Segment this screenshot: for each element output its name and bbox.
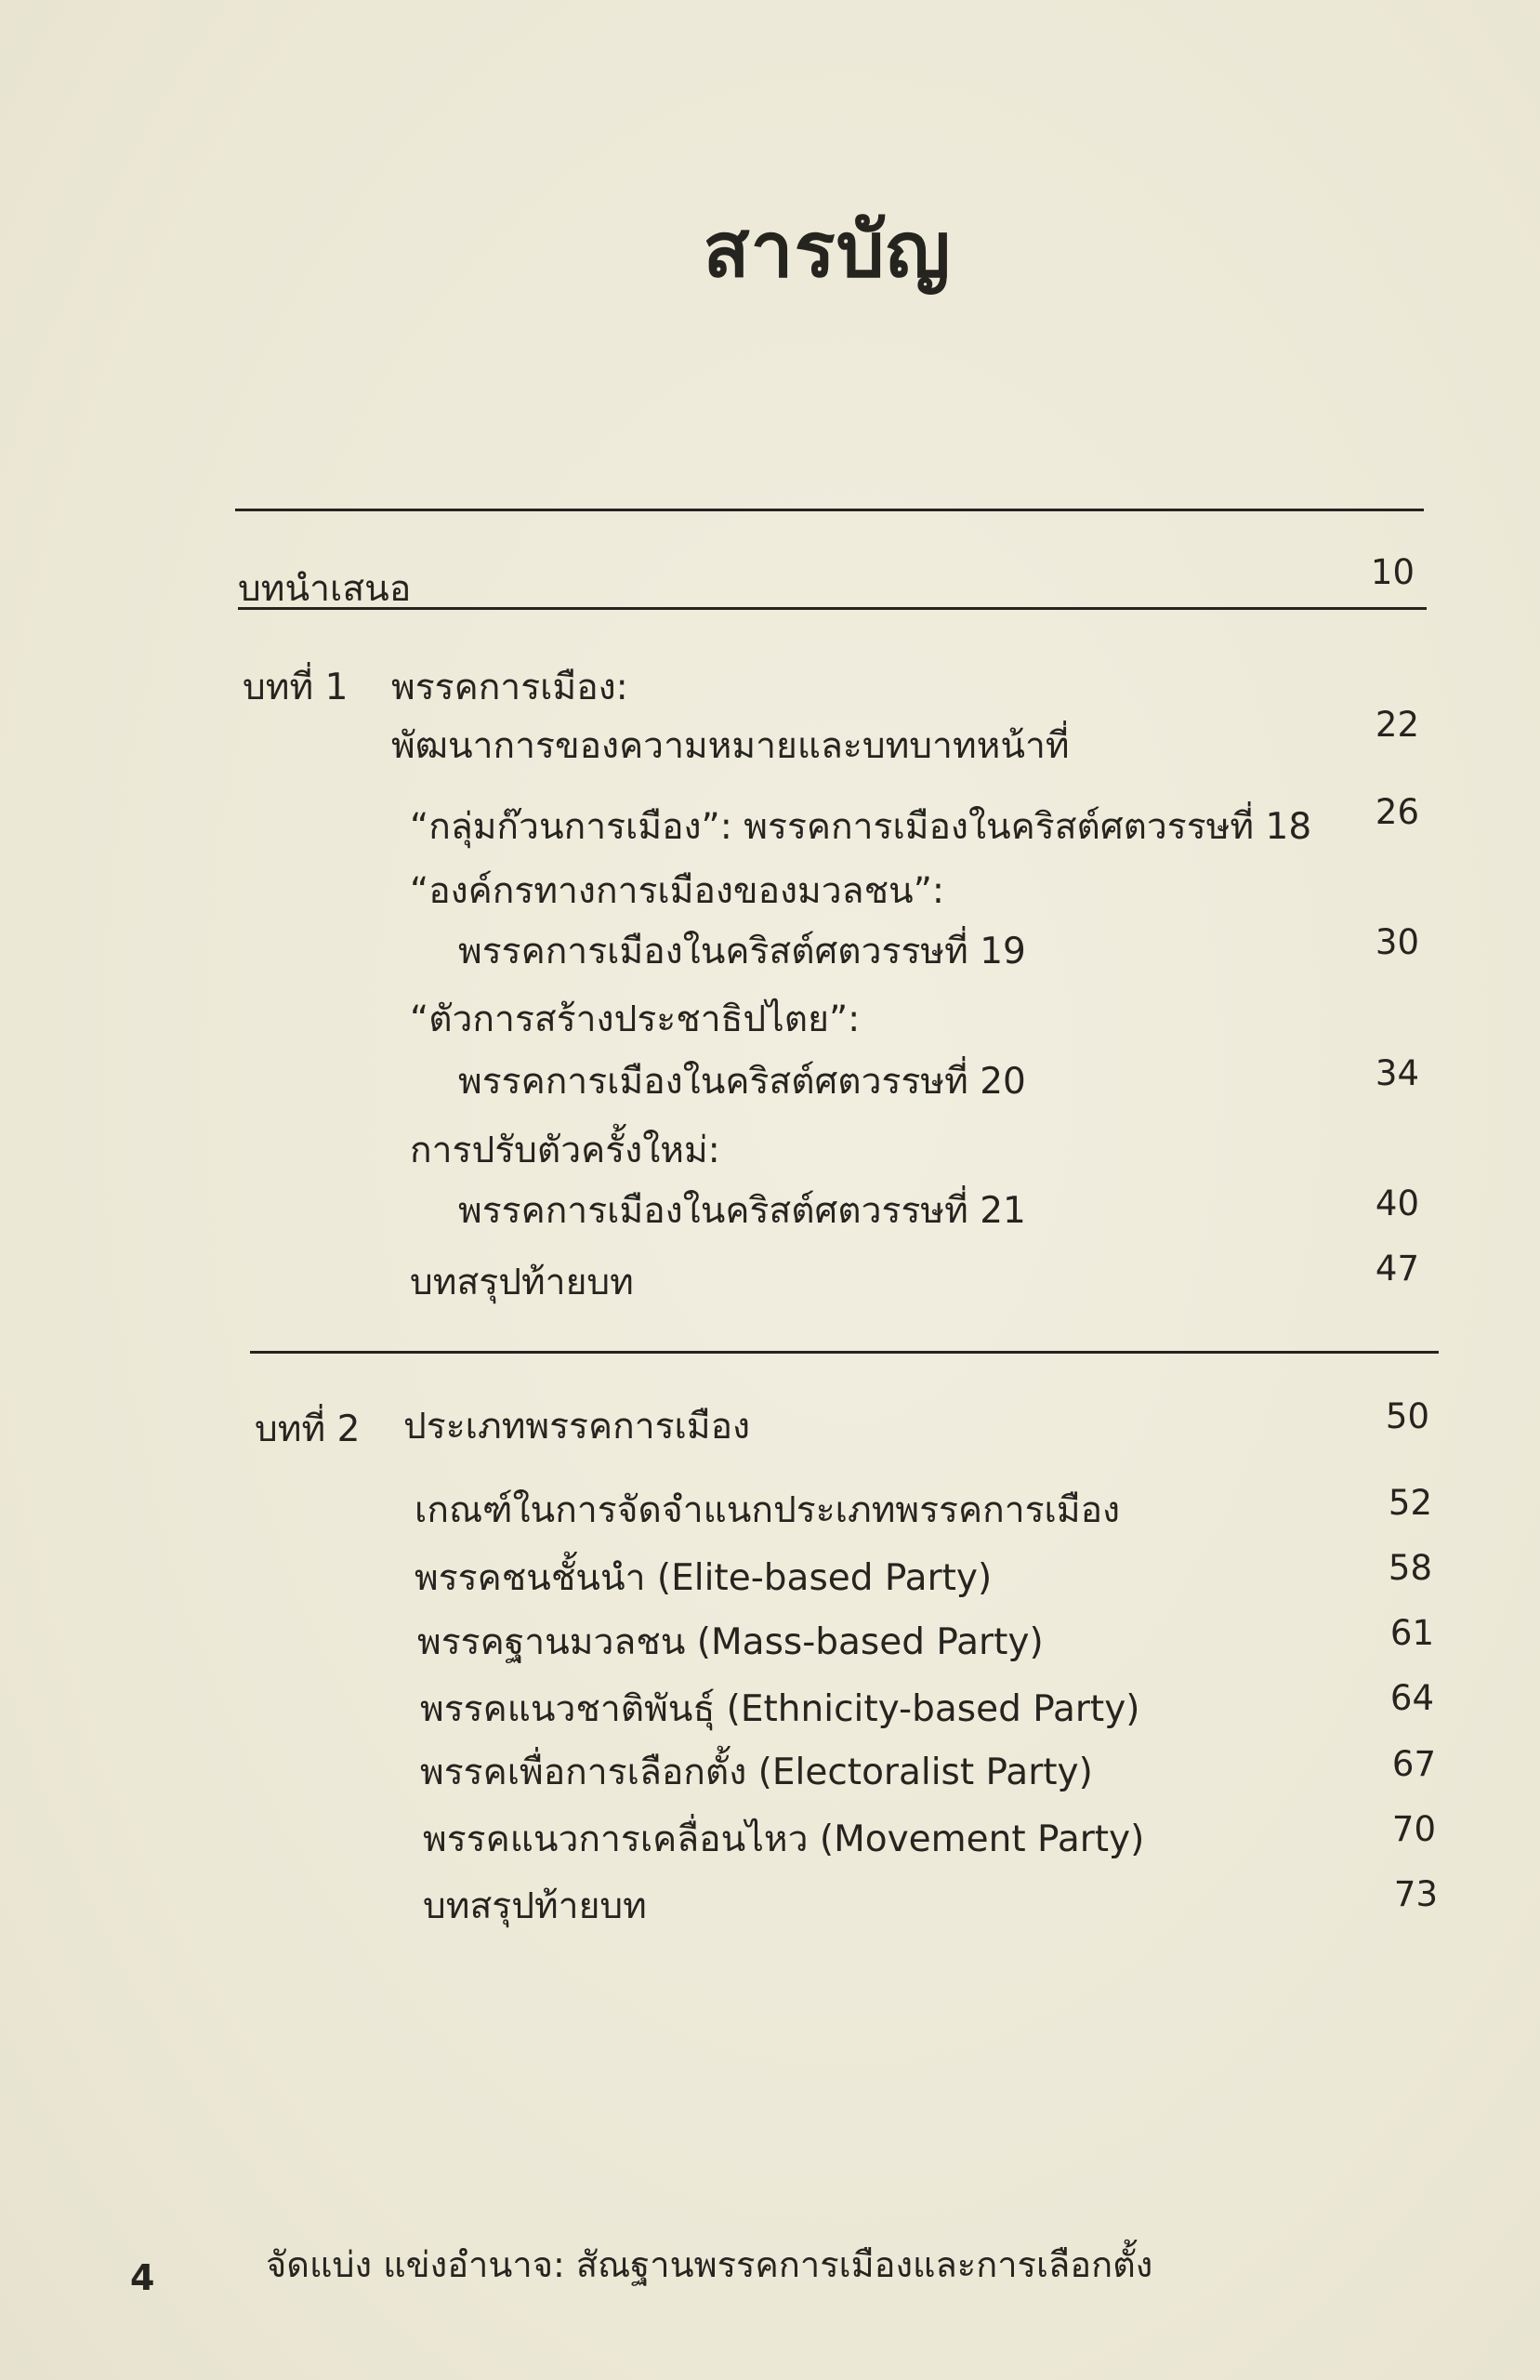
chapter-1-section-2-line-1: “องค์กรทางการเมืองของมวลชน”: — [410, 870, 945, 912]
chapter-1-page: 22 — [1375, 705, 1419, 745]
chapter-2-section-2: พรรคชนชั้นนำ (Elite-based Party) — [415, 1557, 993, 1599]
chapter-1-section-1-page: 26 — [1375, 792, 1419, 832]
chapter-1-number-label: บทที่ 1 — [243, 667, 349, 708]
chapter-1-section-3-line-2: พรรคการเมืองในคริสต์ศตวรรษที่ 20 — [458, 1061, 1026, 1103]
chapter-2-number-label: บทที่ 2 — [255, 1408, 361, 1450]
chapter-1-title-line-2: พัฒนาการของความหมายและบทบาทหน้าที่ — [391, 725, 1070, 767]
chapter-1-section-2-line-2: พรรคการเมืองในคริสต์ศตวรรษที่ 19 — [458, 931, 1026, 972]
chapter-2-title-line-1: ประเภทพรรคการเมือง — [403, 1406, 751, 1448]
chapter-1-title-line-1: พรรคการเมือง: — [391, 667, 628, 708]
chapter-1-section-5: บทสรุปท้ายบท — [410, 1262, 634, 1303]
chapter-2-section-7: บทสรุปท้ายบท — [423, 1885, 647, 1927]
chapter-2-section-2-page: 58 — [1388, 1548, 1432, 1588]
toc-intro-page: 10 — [1370, 552, 1415, 592]
chapter-2-section-6-page: 70 — [1391, 1809, 1436, 1849]
toc-top-rule — [235, 509, 1424, 511]
chapter-1-section-3-line-1: “ตัวการสร้างประชาธิปไตย”: — [410, 998, 861, 1040]
chapter-1-section-2-page: 30 — [1375, 922, 1419, 962]
chapter-2-page: 50 — [1385, 1396, 1429, 1436]
chapter-2-section-3: พรรคฐานมวลชน (Mass-based Party) — [417, 1621, 1044, 1663]
footer-running-title: จัดแบ่ง แข่งอำนาจ: สัณฐานพรรคการเมืองและการเลือกตั้ง — [266, 2244, 1153, 2285]
toc-intro-rule — [238, 607, 1427, 610]
chapter-1-section-3-page: 34 — [1375, 1053, 1419, 1093]
chapter-1-section-4-line-2: พรรคการเมืองในคริสต์ศตวรรษที่ 21 — [458, 1190, 1026, 1232]
chapter-1-section-5-page: 47 — [1375, 1249, 1419, 1289]
chapter-2-section-4: พรรคแนวชาติพันธุ์ (Ethnicity-based Party) — [420, 1688, 1140, 1730]
chapter-1-section-4-page: 40 — [1375, 1183, 1419, 1223]
toc-intro-label: บทนำเสนอ — [238, 568, 412, 610]
page-title: สารบัญ — [703, 206, 952, 295]
chapter-2-section-6: พรรคแนวการเคลื่อนไหว (Movement Party) — [423, 1818, 1145, 1860]
chapter-2-section-3-page: 61 — [1389, 1613, 1434, 1653]
toc-chapter-2-rule — [250, 1351, 1439, 1354]
chapter-2-section-5: พรรคเพื่อการเลือกตั้ง (Electoralist Party) — [420, 1752, 1093, 1793]
chapter-2-section-5-page: 67 — [1391, 1744, 1436, 1784]
chapter-2-section-1-page: 52 — [1388, 1483, 1432, 1523]
chapter-1-section-1: “กลุ่มก๊วนการเมือง”: พรรคการเมืองในคริสต์ศตวรรษที่ 18 — [410, 806, 1312, 848]
chapter-2-section-4-page: 64 — [1389, 1678, 1434, 1718]
chapter-2-section-7-page: 73 — [1393, 1874, 1438, 1914]
chapter-1-section-4-line-1: การปรับตัวครั้งใหม่: — [410, 1130, 720, 1171]
chapter-2-section-1: เกณฑ์ในการจัดจำแนกประเภทพรรคการเมือง — [415, 1489, 1121, 1531]
footer-page-number: 4 — [130, 2257, 155, 2298]
